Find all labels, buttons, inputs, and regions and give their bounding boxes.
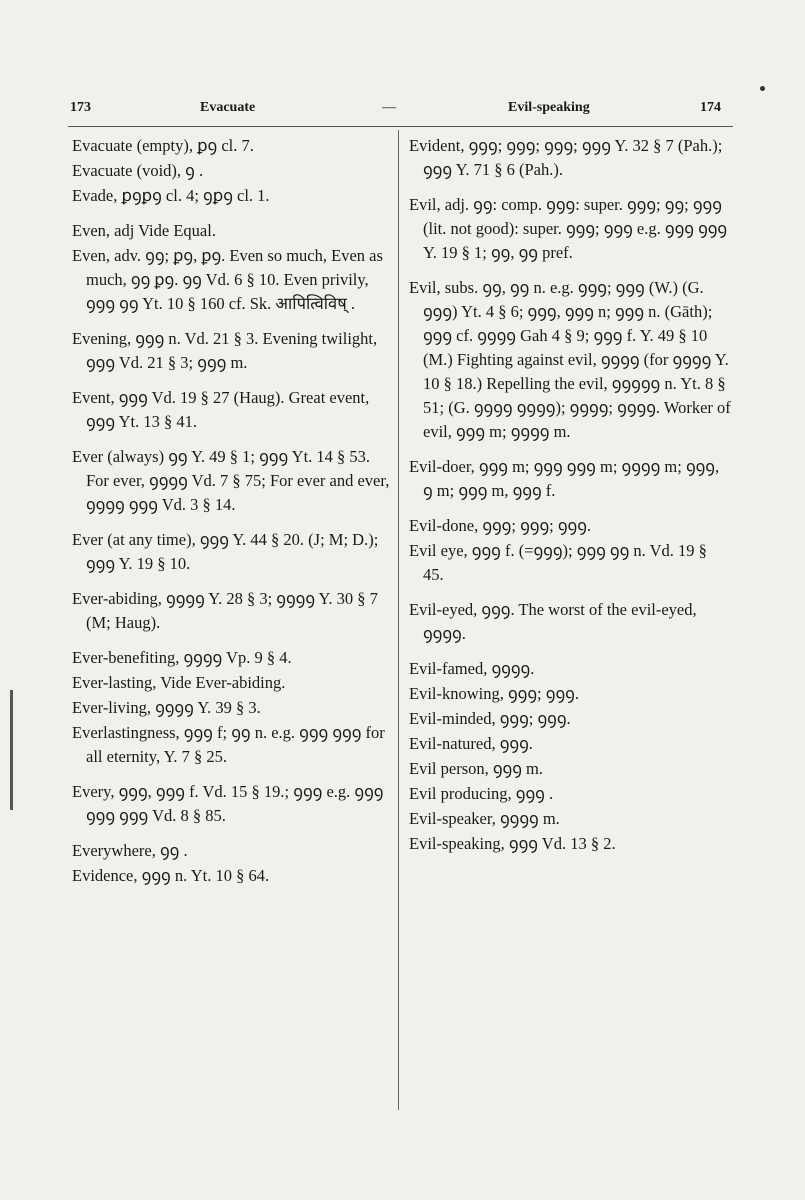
margin-smudge bbox=[10, 690, 13, 810]
entry: Evil producing, ꝯꝯꝯ . bbox=[409, 784, 554, 803]
left-column bbox=[72, 134, 394, 889]
entry: Evacuate (empty), ꝑꝯ cl. 7. bbox=[72, 136, 254, 155]
entry: Evil-natured, ꝯꝯꝯ. bbox=[409, 734, 533, 753]
entry: Ever-abiding, ꝯꝯꝯꝯ Y. 28 § 3; ꝯꝯꝯꝯ Y. 30 § 7 (M; Haug). bbox=[72, 589, 378, 632]
entry: Event, ꝯꝯꝯ Vd. 19 § 27 (Haug). Great event, ꝯꝯꝯ Yt. 13 § 41. bbox=[72, 388, 370, 431]
entry: Even, adv. ꝯꝯ; ꝑꝯ, ꝑꝯ. Even so much, Even as much, ꝯꝯ ꝑꝯ. ꝯꝯ Vd. 6 § 10. Even privily, ꝯꝯꝯ ꝯꝯ Yt. 10 § 160 cf. Sk. आपित्विविष् . bbox=[72, 246, 383, 313]
entry: Everywhere, ꝯꝯ . bbox=[72, 841, 188, 860]
entry: Ever (always) ꝯꝯ Y. 49 § 1; ꝯꝯꝯ Yt. 14 § 53. For ever, ꝯꝯꝯꝯ Vd. 7 § 75; For ever and ever, ꝯꝯꝯꝯ ꝯꝯꝯ Vd. 3 § 14. bbox=[72, 447, 390, 514]
entry: Evil person, ꝯꝯꝯ m. bbox=[409, 759, 544, 778]
entry: Ever (at any time), ꝯꝯꝯ Y. 44 § 20. (J; M; D.); ꝯꝯꝯ Y. 19 § 10. bbox=[72, 530, 379, 573]
column-divider bbox=[398, 130, 399, 1110]
entry: Evil-speaker, ꝯꝯꝯꝯ m. bbox=[409, 809, 560, 828]
page-number-right: 174 bbox=[700, 100, 721, 115]
entry: Ever-benefiting, ꝯꝯꝯꝯ Vp. 9 § 4. bbox=[72, 648, 292, 667]
entry: Ever-lasting, Vide Ever-abiding. bbox=[72, 673, 286, 692]
header-rule bbox=[68, 126, 733, 127]
entry: Ever-living, ꝯꝯꝯꝯ Y. 39 § 3. bbox=[72, 698, 261, 717]
entry: Every, ꝯꝯꝯ, ꝯꝯꝯ f. Vd. 15 § 19.; ꝯꝯꝯ e.g. ꝯꝯꝯ ꝯꝯꝯ ꝯꝯꝯ Vd. 8 § 85. bbox=[72, 782, 384, 825]
entry: Evident, ꝯꝯꝯ; ꝯꝯꝯ; ꝯꝯꝯ; ꝯꝯꝯ Y. 32 § 7 (Pah.); ꝯꝯꝯ Y. 71 § 6 (Pah.). bbox=[409, 136, 723, 179]
entry: Evil, adj. ꝯꝯ: comp. ꝯꝯꝯ: super. ꝯꝯꝯ; ꝯꝯ; ꝯꝯꝯ (lit. not good): super. ꝯꝯꝯ; ꝯꝯꝯ e.g. ꝯꝯꝯ ꝯꝯꝯ Y. 19 § 1; ꝯꝯ, ꝯꝯ pref. bbox=[409, 195, 728, 262]
entry: Evil-eyed, ꝯꝯꝯ. The worst of the evil-eyed, ꝯꝯꝯꝯ. bbox=[409, 600, 697, 643]
entry: Even, adj Vide Equal. bbox=[72, 221, 216, 240]
page-number-left: 173 bbox=[70, 100, 91, 115]
entry: Evil-done, ꝯꝯꝯ; ꝯꝯꝯ; ꝯꝯꝯ. bbox=[409, 516, 592, 535]
ink-dot bbox=[760, 86, 765, 91]
entry: Evil-knowing, ꝯꝯꝯ; ꝯꝯꝯ. bbox=[409, 684, 579, 703]
entry: Everlastingness, ꝯꝯꝯ f; ꝯꝯ n. e.g. ꝯꝯꝯ ꝯꝯꝯ for all eternity, Y. 7 § 25. bbox=[72, 723, 385, 766]
entry: Evening, ꝯꝯꝯ n. Vd. 21 § 3. Evening twilight, ꝯꝯꝯ Vd. 21 § 3; ꝯꝯꝯ m. bbox=[72, 329, 378, 372]
entry: Evil-minded, ꝯꝯꝯ; ꝯꝯꝯ. bbox=[409, 709, 571, 728]
entry: Evil-famed, ꝯꝯꝯꝯ. bbox=[409, 659, 535, 678]
right-column bbox=[409, 134, 731, 857]
entry: Evade, ꝑꝯꝑꝯ cl. 4; ꝯꝑꝯ cl. 1. bbox=[72, 186, 270, 205]
entry: Evidence, ꝯꝯꝯ n. Yt. 10 § 64. bbox=[72, 866, 270, 885]
entry: Evacuate (void), ꝯ . bbox=[72, 161, 204, 180]
entry: Evil-doer, ꝯꝯꝯ m; ꝯꝯꝯ ꝯꝯꝯ m; ꝯꝯꝯꝯ m; ꝯꝯꝯ, ꝯ m; ꝯꝯꝯ m, ꝯꝯꝯ f. bbox=[409, 457, 720, 500]
guide-word-right: Evil-speaking bbox=[508, 100, 590, 115]
entry: Evil eye, ꝯꝯꝯ f. (=ꝯꝯꝯ); ꝯꝯꝯ ꝯꝯ n. Vd. 19 § 45. bbox=[409, 541, 707, 584]
entry: Evil, subs. ꝯꝯ, ꝯꝯ n. e.g. ꝯꝯꝯ; ꝯꝯꝯ (W.) (G. ꝯꝯꝯ) Yt. 4 § 6; ꝯꝯꝯ, ꝯꝯꝯ n; ꝯꝯꝯ n. (Gāth); ꝯꝯꝯ cf. ꝯꝯꝯꝯ Gah 4 § 9; ꝯꝯꝯ f. Y. 49 § 10 (M.) Fighting against evil, ꝯꝯꝯꝯ (for ꝯꝯꝯꝯ Y. 10 § 18.) Repelling the evil, ꝯꝯꝯꝯꝯ n. Yt. 8 § 51; (G. ꝯꝯꝯꝯ ꝯꝯꝯꝯ); ꝯꝯꝯꝯ; ꝯꝯꝯꝯ. Worker of evil, ꝯꝯꝯ m; ꝯꝯꝯꝯ m. bbox=[409, 278, 731, 441]
guide-word-left: Evacuate bbox=[200, 100, 256, 115]
entry: Evil-speaking, ꝯꝯꝯ Vd. 13 § 2. bbox=[409, 834, 616, 853]
header-separator: — bbox=[382, 100, 396, 115]
running-header bbox=[70, 100, 730, 124]
